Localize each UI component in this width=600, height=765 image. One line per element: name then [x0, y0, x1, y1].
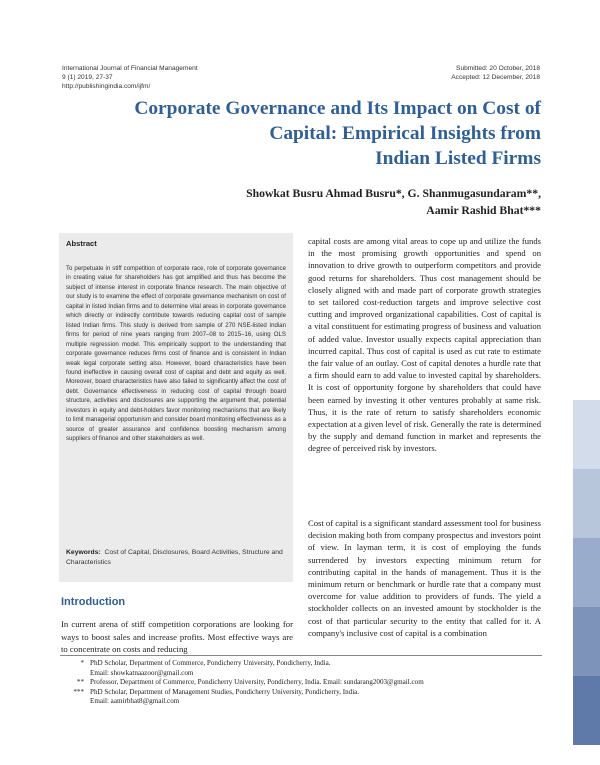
footnote-affiliation: PhD Scholar, Department of Commerce, Pondicherry University, Pondicherry, India. — [90, 659, 331, 667]
author-list — [60, 185, 541, 219]
sidebar-band — [573, 538, 600, 607]
title-line-3: Indian Listed Firms — [375, 148, 541, 169]
journal-info — [62, 64, 198, 91]
sidebar-band — [573, 469, 600, 538]
keywords-label: Keywords: — [66, 549, 101, 556]
decorative-sidebar — [573, 400, 600, 745]
journal-volume: 9 (1) 2019, 27-37 — [62, 74, 113, 81]
introduction-heading: Introduction — [61, 596, 126, 608]
footnote-2 — [60, 678, 560, 688]
paper-title — [60, 96, 541, 171]
footnotes — [60, 659, 560, 707]
sidebar-band — [573, 676, 600, 745]
submitted-date: Submitted: 20 October, 2018 — [456, 65, 540, 72]
footnote-email[interactable]: Email: showkatnaazoor@gmail.com — [90, 668, 194, 677]
keywords-list: Cost of Capital, Disclosures, Board Activities, Structure and Characteristics — [66, 549, 283, 566]
footnote-affiliation: PhD Scholar, Department of Management Studies, Pondicherry University, Pondicherry, India. — [90, 687, 360, 696]
footnote-divider — [60, 655, 542, 656]
title-line-1: Corporate Governance and Its Impact on Cost of — [134, 98, 541, 119]
footnote-mark: ** — [76, 678, 84, 686]
keywords — [66, 548, 286, 567]
introduction-text: In current arena of stiff competition corporations are looking for ways to boost sales and increase profits. Most effective ways are to concentrate on costs and reducing — [61, 619, 293, 654]
footnote-mark: *** — [73, 687, 84, 696]
title-line-2: Capital: Empirical Insights from — [269, 123, 541, 144]
footnote-1 — [60, 659, 560, 678]
abstract-text: To perpetuate in stiff competition of corporate race, role of corporate governance in creating value for shareholders has got amplified and thus has become the subject of intense interest in corporate finance research. The main objective of our study is to examine the effect of corporate governance mechanism on cost of capital in listed Indian firms and to determine vital areas in corporate governance which directly or indirectly contribute towards reducing capital cost of sample listed Indian firms. This study is derived from sample of 270 NSE-listed Indian firms for period of nine years ranging from 2007–08 to 2015–16, using OLS multiple regression model. This empirically support to the understanding that corporate governance reduces firms cost of finance and is consistent in Indian weak legal corporate setting also. However, board characteristics have been found ineffective in causing overall cost of capital and debt and equity as well. Moreover, board characteristics have also failed to significantly affect the cost of debt. Governance effectiveness in reducing cost of capital through board structure, activities and disclosures are supporting the argument that, potential investors in equity and debt-holders favor monitoring mechanisms that are likely to limit managerial opportunism and consider board monitoring effectiveness as a source of greater assurance and confidence boosting mechanism among suppliers of finance and other stakeholders as well. — [66, 265, 286, 443]
sidebar-band — [573, 607, 600, 676]
journal-name: International Journal of Financial Management — [62, 65, 198, 72]
journal-url[interactable]: http://publishingindia.com/ijfm/ — [62, 83, 151, 90]
authors-line-1: Showkat Busru Ahmad Busru*, G. Shanmugasundaram**, — [246, 187, 541, 200]
footnote-email[interactable]: Email: aamirbhat8@gmail.com — [90, 697, 180, 705]
abstract-heading: Abstract — [66, 239, 97, 248]
footnote-affiliation: Professor, Department of Commerce, Pondicherry University, Pondicherry, India. Email: sundarang2003@gmail.com — [90, 678, 424, 686]
footnote-mark: * — [80, 659, 84, 667]
body-paragraph-2: Cost of capital is a significant standard assessment tool for business decision making both from company prospectus and investors point of view. In layman term, it is cost of employing the funds surrendered by investors expecting minimum return for contributing capital in the hands of management. Thus it is the minimum return or benchmark or hurdle rate that a company must overcome for value addition to providers of funds. The yield a stockholder collects on an invested amount by stockholder is the cost of that particular security to the entity that called for it. A company's inclusive cost of capital is a combination — [308, 518, 541, 638]
footnote-3 — [60, 688, 560, 707]
submission-dates — [451, 64, 540, 82]
accepted-date: Accepted: 12 December, 2018 — [451, 74, 540, 81]
body-paragraph-1: capital costs are among vital areas to cope up and utilize the funds in the most promising growth opportunities and spend on innovation to drive growth to outperform competitors and provide good returns for shareholders. Thus cost management should be closely aligned with and made part of corporate growth strategies to set tailored cost-reduction targets and improve selective cost cutting and improved organizational capabilities. Cost of capital is a vital constituent for estimating progress of business and valuation of added value. Investor usually expects capital appreciation than incurred capital. Thus cost of capital is used as cut rate to estimate the fair value of an outlay. Cost of capital denotes a hurdle rate that a firm should earn to add value to invested capital by shareholders. It is cost of opportunity forgone by shareholders that could have been earned by investing it other ventures probably at same risk. Thus, it is the rate of return to satisfy shareholders economic expectation at a given level of risk. Generally the rate is determined by the supply and demand function in market and represents the degree of perceived risk by investors. — [308, 236, 541, 454]
sidebar-band — [573, 400, 600, 469]
authors-line-2: Aamir Rashid Bhat*** — [426, 204, 541, 217]
